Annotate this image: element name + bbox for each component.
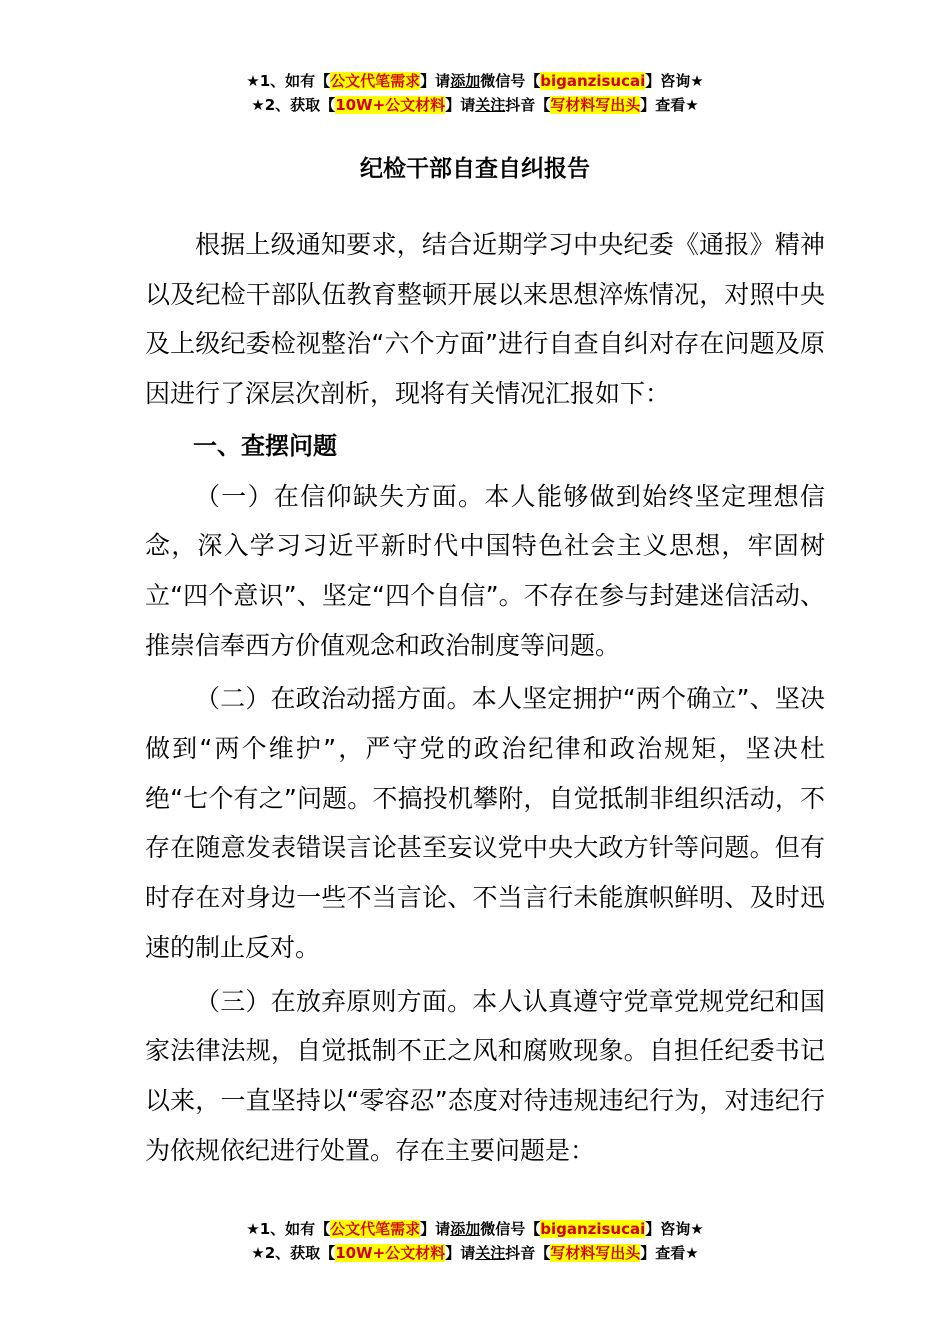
promo-douyin-account: 写材料写出头 [550,96,641,114]
promo-text: ★2、获取【 [251,1244,336,1262]
promo-wechat-id: biganzisucai [540,72,646,90]
promo-text: ★1、如有【 [246,72,331,90]
promo-text: 抖音【 [505,96,551,114]
section-heading: 一、查摆问题 [193,431,337,460]
paragraph-1: （一）在信仰缺失方面。本人能够做到始终坚定理想信念，深入学习习近平新时代中国特色社会主义思想，牢固树立“四个意识”、坚定“四个自信”。不存在参与封建迷信活动、推崇信奉西方价值观念和政治制度等问题。 [145,481,825,660]
promo-text: 】请 [420,1220,451,1238]
promo-highlight: 公文代笔需求 [330,72,421,90]
paragraph-3: （三）在放弃原则方面。本人认真遵守党章党规党纪和国家法律法规，自觉抵制不正之风和腐败现象。自担任纪委书记以来，一直坚持以“零容忍”态度对待违规违纪行为，对违纪行为依规依纪进行处置。存在主要问题是： [145,986,825,1165]
promo-douyin-account: 写材料写出头 [550,1244,641,1262]
promo-text: 】请 [445,1244,476,1262]
promo-line-2 [0,1241,950,1265]
promo-text: 微信号【 [480,72,541,90]
promo-text: 】查看★ [640,96,699,114]
intro-paragraph: 根据上级通知要求，结合近期学习中央纪委《通报》精神以及纪检干部队伍教育整顿开展以来思想淬炼情况，对照中央及上级纪委检视整治“六个方面”进行自查自纠对存在问题及原因进行了深层次剖析，现将有关情况汇报如下： [145,230,825,409]
promo-banner-bottom [0,1217,950,1265]
promo-underline: 关注 [475,1244,506,1262]
promo-text: ★2、获取【 [251,96,336,114]
promo-line-1 [0,69,950,93]
promo-banner-top [0,69,950,117]
promo-text: 微信号【 [480,1220,541,1238]
paragraph-2: （二）在政治动摇方面。本人坚定拥护“两个确立”、坚决做到“两个维护”，严守党的政治纪律和政治规矩，坚决杜绝“七个有之”问题。不搞投机攀附，自觉抵制非组织活动，不存在随意发表错误言论甚至妄议党中央大政方针等问题。但有时存在对身边一些不当言论、不当言行未能旗帜鲜明、及时迅速的制止反对。 [145,684,825,962]
promo-text: 】查看★ [640,1244,699,1262]
promo-text: 】请 [445,96,476,114]
promo-underline: 添加 [450,1220,481,1238]
promo-text: 抖音【 [505,1244,551,1262]
promo-highlight: 10W+公文材料 [335,1244,446,1262]
promo-underline: 添加 [450,72,481,90]
promo-text: 】请 [420,72,451,90]
promo-highlight: 10W+公文材料 [335,96,446,114]
promo-highlight: 公文代笔需求 [330,1220,421,1238]
document-body [145,220,825,1175]
promo-text: ★1、如有【 [246,1220,331,1238]
promo-text: 】咨询★ [645,72,704,90]
promo-line-2 [0,93,950,117]
promo-line-1 [0,1217,950,1241]
promo-wechat-id: biganzisucai [540,1220,646,1238]
promo-text: 】咨询★ [645,1220,704,1238]
document-title: 纪检干部自查自纠报告 [360,156,590,182]
promo-underline: 关注 [475,96,506,114]
